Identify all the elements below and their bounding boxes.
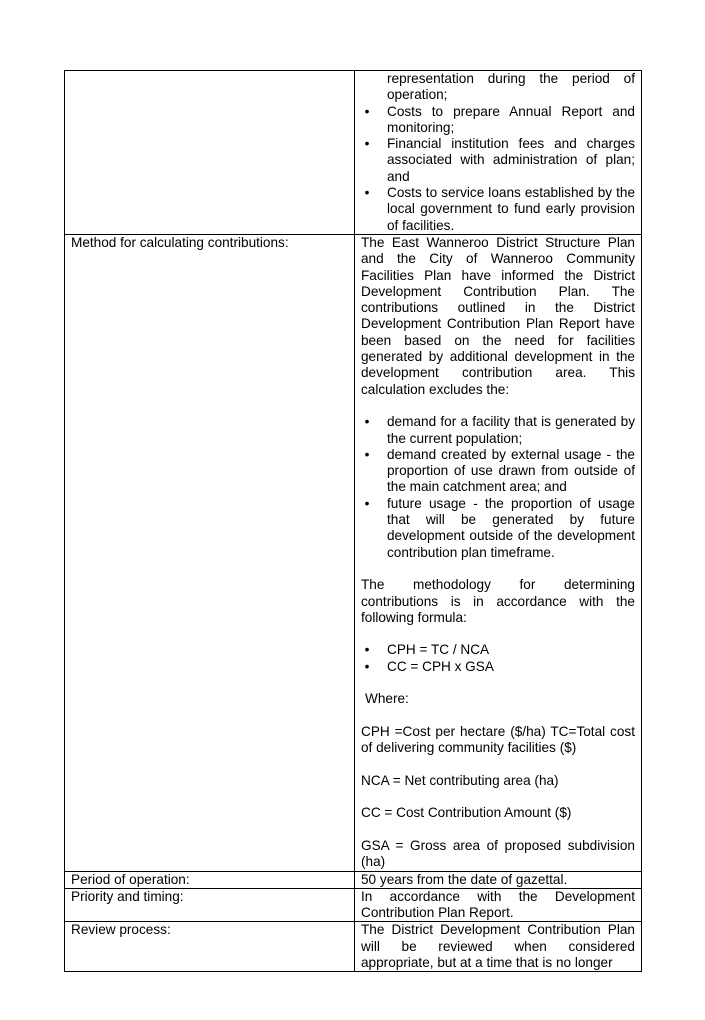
definition-nca: NCA = Net contributing area (ha): [361, 772, 559, 788]
row-label: Review process:: [65, 922, 355, 972]
table-row: [65, 871, 642, 888]
row-value: The District Development Contribution Plan will be reviewed when considered appropriate, but at a time that is no longer: [355, 922, 642, 972]
exclusions-list: [361, 414, 635, 561]
list-item: • Costs to prepare Annual Report and monitoring;: [387, 104, 635, 137]
row-label: Method for calculating contributions:: [65, 234, 355, 871]
table-row: [65, 922, 642, 972]
list-item: • demand for a facility that is generated by the current population;: [387, 414, 635, 447]
definition-cc: CC = Cost Contribution Amount ($): [361, 805, 572, 821]
table-row: [65, 71, 642, 235]
where-label: Where:: [365, 691, 409, 707]
list-item: • demand created by external usage - the proportion of use drawn from outside of the main catchment area; and: [387, 447, 635, 496]
row-value: 50 years from the date of gazettal.: [355, 871, 642, 888]
definition-gsa: GSA = Gross area of proposed subdivision (ha): [361, 837, 635, 870]
list-item: • Financial institution fees and charges associated with administration of plan; and: [387, 136, 635, 185]
method-intro: The East Wanneroo District Structure Plan and the City of Wanneroo Community Facilities Plan have informed the District Development Contribution Plan. The contributions outlined in the District Development Contribution Plan Report have been based on the need for facilities generated by additional development in the development contribution area. This calculation excludes the:: [361, 234, 635, 397]
definition-cph: CPH =Cost per hectare ($/ha) TC=Total cost of delivering community facilities ($): [361, 723, 635, 756]
list-item: • Costs to service loans established by the local government to fund early provision of facilities.: [387, 185, 635, 234]
row-value: [355, 71, 642, 235]
row-value: In accordance with the Development Contribution Plan Report.: [355, 888, 642, 922]
methodology-text: The methodology for determining contributions is in accordance with the following formula:: [361, 577, 635, 625]
row-label: Priority and timing:: [65, 888, 355, 922]
list-item: • future usage - the proportion of usage that will be generated by future development outside of the development contribution plan timeframe.: [387, 496, 635, 561]
list-item: representation during the period of operation;: [387, 71, 635, 103]
row-label: [65, 71, 355, 235]
row-label: Period of operation:: [65, 871, 355, 888]
row-value: [355, 234, 642, 871]
cost-items-list: [361, 71, 635, 234]
contribution-plan-table: [64, 70, 642, 972]
formula-list: [361, 642, 635, 675]
table-row: [65, 234, 642, 871]
formula-item: • CC = CPH x GSA: [387, 659, 635, 675]
formula-item: • CPH = TC / NCA: [387, 642, 635, 658]
table-row: [65, 888, 642, 922]
